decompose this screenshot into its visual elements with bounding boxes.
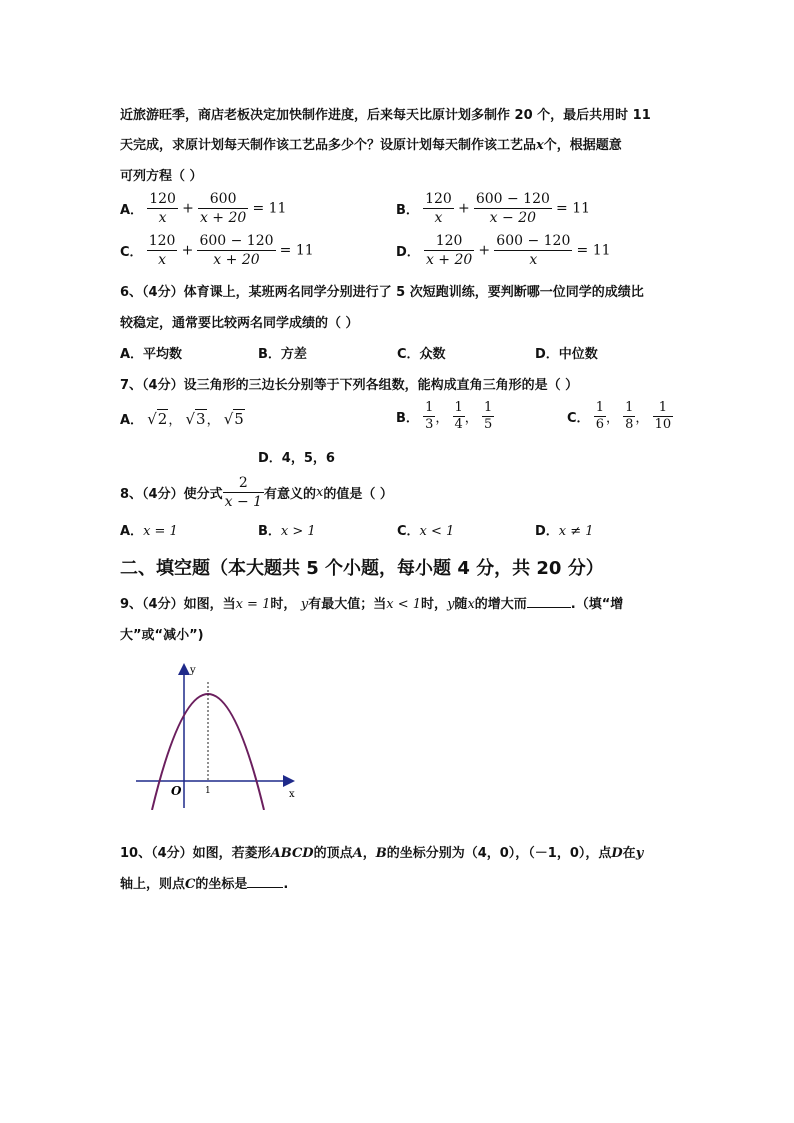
q7-option-b[interactable]: B． $\frac{1}{3}$ ， $\frac{1}{4}$ ， $\frac{1}{5}$ bbox=[396, 400, 493, 432]
origin-label: O bbox=[171, 784, 182, 798]
fraction: $\frac{600 - 120}{x - 20}$ bbox=[475, 191, 550, 226]
q6-option-c[interactable]: C．众数 bbox=[397, 347, 446, 362]
q5-line1: 近旅游旺季，商店老板决定加快制作进度，后来每天比原计划多制作 20 个，最后共用时 11 bbox=[120, 108, 651, 123]
x-axis-label: x bbox=[289, 789, 295, 800]
q9-line1: 9、（4分）如图，当x = 1时， y有最大值；当x < 1时，y随x的增大而 .（填“增 bbox=[120, 597, 624, 612]
fraction: $\frac{600 - 120}{x}$ bbox=[496, 233, 571, 268]
q5-option-a[interactable]: A． $\frac{120}{x}$ + $\frac{600}{x + 20}$ = 11 bbox=[120, 191, 287, 226]
fraction: $\frac{1}{5}$ bbox=[483, 400, 493, 432]
q10-line1: 10、（4分）如图，若菱形ABCD的顶点A，B的坐标分别为（4，0），（－1，0），点D在y bbox=[120, 846, 644, 861]
q5-line2: 天完成，求原计划每天制作该工艺品多少个？设原计划每天制作该工艺品x个，根据题意 bbox=[120, 138, 622, 153]
q5-line3: 可列方程（ ） bbox=[120, 169, 203, 184]
sqrt: √2 bbox=[147, 410, 168, 428]
fraction: $\frac{2}{x - 1}$ bbox=[224, 475, 263, 510]
parabola-graph bbox=[132, 660, 302, 810]
answer-blank[interactable] bbox=[527, 595, 571, 608]
q8-option-c[interactable]: C．x < 1 bbox=[397, 524, 455, 539]
q6-option-b[interactable]: B．方差 bbox=[258, 347, 307, 362]
fraction: $\frac{1}{6}$ bbox=[595, 400, 604, 432]
y-axis-label: y bbox=[190, 665, 196, 676]
q10-line2: 轴上，则点C的坐标是 . bbox=[120, 877, 289, 892]
fraction: $\frac{1}{4}$ bbox=[454, 400, 463, 432]
q5-option-c[interactable]: C． $\frac{120}{x}$ + $\frac{600 - 120}{x + 20}$ = 11 bbox=[120, 233, 314, 268]
fraction: $\frac{1}{10}$ bbox=[654, 400, 672, 432]
q8-option-a[interactable]: A．x = 1 bbox=[120, 524, 178, 539]
tick-label: 1 bbox=[205, 786, 211, 796]
q7-option-c[interactable]: C． $\frac{1}{6}$ ， $\frac{1}{8}$ ， $\frac{1}{10}$ bbox=[567, 400, 672, 432]
section-heading: 二、填空题（本大题共 5 个小题，每小题 4 分，共 20 分） bbox=[120, 558, 604, 579]
q6-line2: 较稳定，通常要比较两名同学成绩的（ ） bbox=[120, 316, 359, 331]
q5-option-b[interactable]: B． $\frac{120}{x}$ + $\frac{600 - 120}{x - 20}$ = 11 bbox=[396, 191, 591, 226]
fraction: $\frac{1}{3}$ bbox=[425, 400, 434, 432]
q5-option-d[interactable]: D． $\frac{120}{x + 20}$ + $\frac{600 - 120}{x}$ = 11 bbox=[396, 233, 611, 268]
q7-option-d[interactable]: D．4，5，6 bbox=[258, 451, 335, 466]
q6-line1: 6、（4分）体育课上，某班两名同学分别进行了 5 次短跑训练，要判断哪一位同学的成绩比 bbox=[120, 285, 644, 300]
fraction: $\frac{120}{x}$ bbox=[148, 233, 176, 268]
fraction: $\frac{600}{x + 20}$ bbox=[199, 191, 247, 226]
sqrt: √3 bbox=[185, 410, 206, 428]
q8-stem: 8、（4分）使分式 $\frac{2}{x - 1}$ 有意义的x的值是（ ） bbox=[120, 475, 393, 510]
sqrt: √5 bbox=[223, 410, 244, 428]
q7-stem: 7、（4分）设三角形的三边长分别等于下列各组数，能构成直角三角形的是（ ） bbox=[120, 378, 579, 393]
q7-option-a[interactable]: A． √2， √3， √5 bbox=[120, 410, 244, 428]
answer-blank[interactable] bbox=[247, 875, 283, 888]
fraction: $\frac{1}{8}$ bbox=[625, 400, 634, 432]
q6-option-d[interactable]: D．中位数 bbox=[535, 347, 598, 362]
fraction: $\frac{600 - 120}{x + 20}$ bbox=[199, 233, 274, 268]
fraction: $\frac{120}{x}$ bbox=[425, 191, 452, 226]
q6-option-a[interactable]: A．平均数 bbox=[120, 347, 183, 362]
q8-option-b[interactable]: B．x > 1 bbox=[258, 524, 316, 539]
fraction: $\frac{120}{x + 20}$ bbox=[425, 233, 473, 268]
q9-line2: 大”或“减小”) bbox=[120, 628, 204, 643]
fraction: $\frac{120}{x}$ bbox=[149, 191, 176, 226]
q8-option-d[interactable]: D．x ≠ 1 bbox=[535, 524, 594, 539]
